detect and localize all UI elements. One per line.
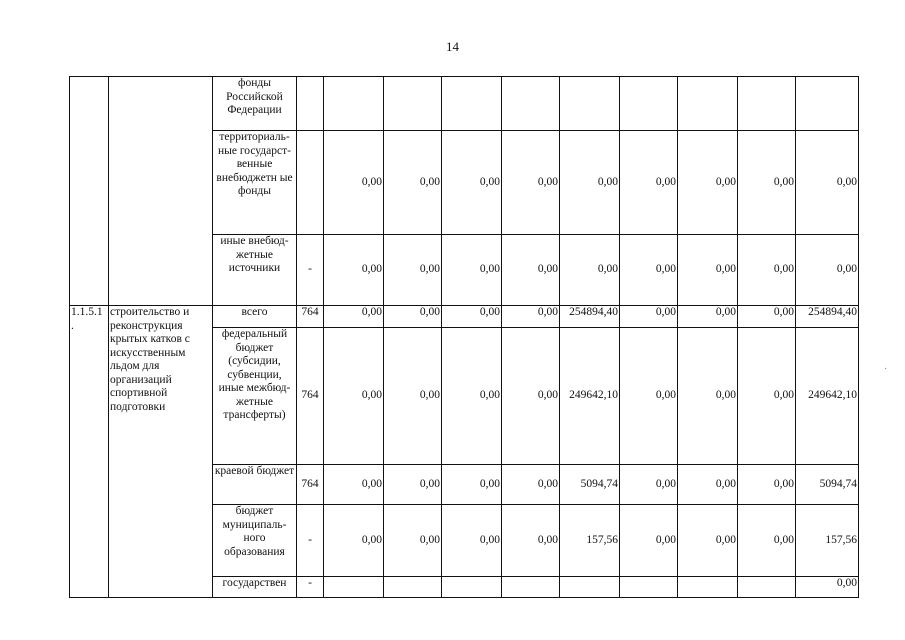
- code-cell: -: [297, 235, 324, 306]
- value-cell: 0,00: [796, 577, 859, 598]
- value-cell: 0,00: [796, 131, 859, 235]
- value-cell: 0,00: [678, 131, 738, 235]
- value-cell: [796, 77, 859, 131]
- funding-source-cell: государствен: [213, 577, 297, 598]
- value-cell: 0,00: [678, 306, 738, 328]
- code-cell: -: [297, 505, 324, 577]
- value-cell: 157,56: [796, 505, 859, 577]
- value-cell: [324, 77, 384, 131]
- continuation-index-cell: [70, 77, 109, 306]
- value-cell: 0,00: [678, 328, 738, 465]
- funding-source-cell: всего: [213, 306, 297, 328]
- code-cell: [297, 77, 324, 131]
- code-cell: 764: [297, 328, 324, 465]
- value-cell: 0,00: [502, 328, 560, 465]
- value-cell: 0,00: [442, 505, 502, 577]
- value-cell: [620, 77, 678, 131]
- value-cell: 0,00: [560, 235, 620, 306]
- value-cell: 0,00: [442, 306, 502, 328]
- funding-source-cell: территориаль-ные государст-венные внебюджетн ые фонды: [213, 131, 297, 235]
- code-cell: [297, 131, 324, 235]
- value-cell: 0,00: [502, 131, 560, 235]
- value-cell: 0,00: [560, 131, 620, 235]
- value-cell: 0,00: [324, 235, 384, 306]
- funding-source-cell: бюджет муниципаль-ного образования: [213, 505, 297, 577]
- value-cell: 249642,10: [796, 328, 859, 465]
- continuation-name-cell: [109, 77, 213, 306]
- value-cell: 0,00: [442, 235, 502, 306]
- value-cell: [738, 577, 796, 598]
- value-cell: 0,00: [384, 235, 442, 306]
- page-number: 14: [446, 39, 459, 54]
- value-cell: 0,00: [738, 306, 796, 328]
- budget-table: [69, 76, 859, 598]
- value-cell: 0,00: [502, 465, 560, 505]
- item-name-cell: строительство и реконструкция крытых катков с искусственным льдом для организаций спортивной подготовки: [109, 306, 213, 598]
- value-cell: 0,00: [620, 505, 678, 577]
- value-cell: 0,00: [620, 306, 678, 328]
- value-cell: [678, 577, 738, 598]
- table-row: [70, 306, 859, 328]
- value-cell: 0,00: [324, 465, 384, 505]
- value-cell: 0,00: [738, 235, 796, 306]
- value-cell: 0,00: [620, 131, 678, 235]
- value-cell: 0,00: [324, 505, 384, 577]
- value-cell: 0,00: [738, 131, 796, 235]
- value-cell: 0,00: [384, 306, 442, 328]
- value-cell: 0,00: [796, 235, 859, 306]
- value-cell: 254894,40: [796, 306, 859, 328]
- value-cell: 0,00: [738, 505, 796, 577]
- value-cell: 0,00: [620, 465, 678, 505]
- value-cell: 249642,10: [560, 328, 620, 465]
- funding-source-cell: фонды Российской Федерации: [213, 77, 297, 131]
- value-cell: 0,00: [442, 131, 502, 235]
- value-cell: [442, 77, 502, 131]
- value-cell: 0,00: [324, 328, 384, 465]
- value-cell: 0,00: [502, 505, 560, 577]
- value-cell: 0,00: [384, 505, 442, 577]
- value-cell: [384, 77, 442, 131]
- value-cell: 0,00: [502, 235, 560, 306]
- value-cell: 0,00: [678, 505, 738, 577]
- value-cell: 0,00: [620, 328, 678, 465]
- value-cell: 254894,40: [560, 306, 620, 328]
- item-index-cell: 1.1.5.1 .: [70, 306, 109, 598]
- code-cell: 764: [297, 306, 324, 328]
- value-cell: 0,00: [738, 328, 796, 465]
- value-cell: 0,00: [620, 235, 678, 306]
- value-cell: 0,00: [384, 328, 442, 465]
- code-cell: 764: [297, 465, 324, 505]
- value-cell: 157,56: [560, 505, 620, 577]
- funding-source-cell: иные внебюд-жетные источники: [213, 235, 297, 306]
- value-cell: [502, 577, 560, 598]
- value-cell: [678, 77, 738, 131]
- value-cell: 0,00: [738, 465, 796, 505]
- value-cell: 0,00: [678, 235, 738, 306]
- value-cell: [324, 577, 384, 598]
- value-cell: [502, 77, 560, 131]
- value-cell: 0,00: [324, 306, 384, 328]
- value-cell: [384, 577, 442, 598]
- value-cell: 0,00: [442, 465, 502, 505]
- value-cell: 0,00: [384, 131, 442, 235]
- value-cell: [560, 577, 620, 598]
- value-cell: 0,00: [502, 306, 560, 328]
- scan-margin-mark: ·: [884, 364, 888, 375]
- value-cell: 0,00: [384, 465, 442, 505]
- code-cell: -: [297, 577, 324, 598]
- funding-source-cell: федеральный бюджет (субсидии, субвенции, иные межбюд-жетные трансферты): [213, 328, 297, 465]
- value-cell: 5094,74: [560, 465, 620, 505]
- funding-source-cell: краевой бюджет: [213, 465, 297, 505]
- value-cell: 5094,74: [796, 465, 859, 505]
- table-row: [70, 77, 859, 131]
- value-cell: [442, 577, 502, 598]
- value-cell: [738, 77, 796, 131]
- value-cell: [620, 577, 678, 598]
- value-cell: [560, 77, 620, 131]
- value-cell: 0,00: [678, 465, 738, 505]
- value-cell: 0,00: [324, 131, 384, 235]
- value-cell: 0,00: [442, 328, 502, 465]
